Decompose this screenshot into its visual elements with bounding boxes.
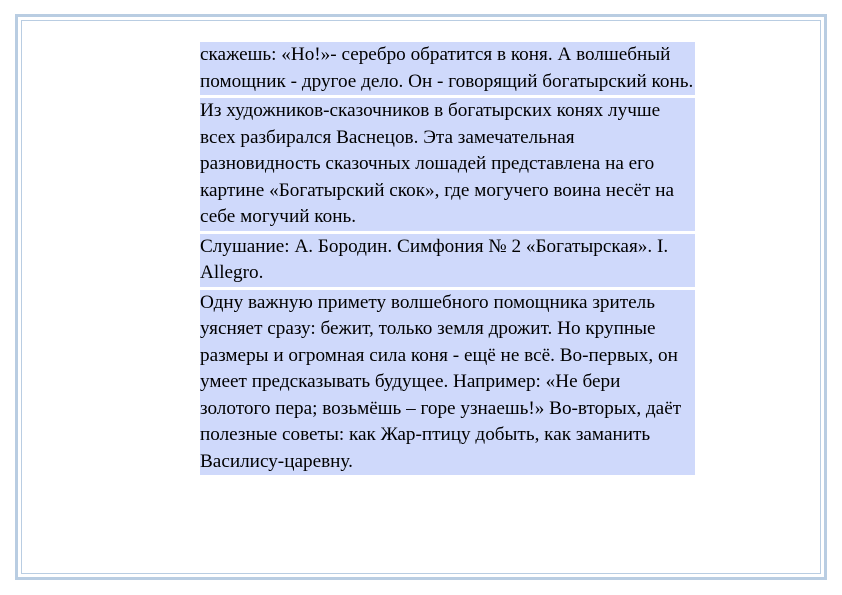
text-block xyxy=(198,42,695,475)
paragraph-1: скажешь: «Но!»- серебро обратится в коня. А волшебный помощник - другое дело. Он - говорящий богатырский конь. xyxy=(200,42,695,95)
paragraph-4: Одну важную примету волшебного помощника зритель уясняет сразу: бежит, только земля дрожит. Но крупные размеры и огромная сила коня - ещё не всё. Во-первых, он умеет предсказывать будущее. Например: «Не бери золотого пера; возьмёшь – горе узнаешь!» Во-вторых, даёт полезные советы: как Жар-птицу добыть, как заманить Василису-царевну. xyxy=(200,290,695,476)
paragraph-2: Из художников-сказочников в богатырских конях лучше всех разбирался Васнецов. Эта замечательная разновидность сказочных лошадей представлена на его картине «Богатырский скок», где могучего воина несёт на себе могучий конь. xyxy=(200,98,695,231)
paragraph-3: Слушание: А. Бородин. Симфония № 2 «Богатырская». I. Allegro. xyxy=(200,234,695,287)
